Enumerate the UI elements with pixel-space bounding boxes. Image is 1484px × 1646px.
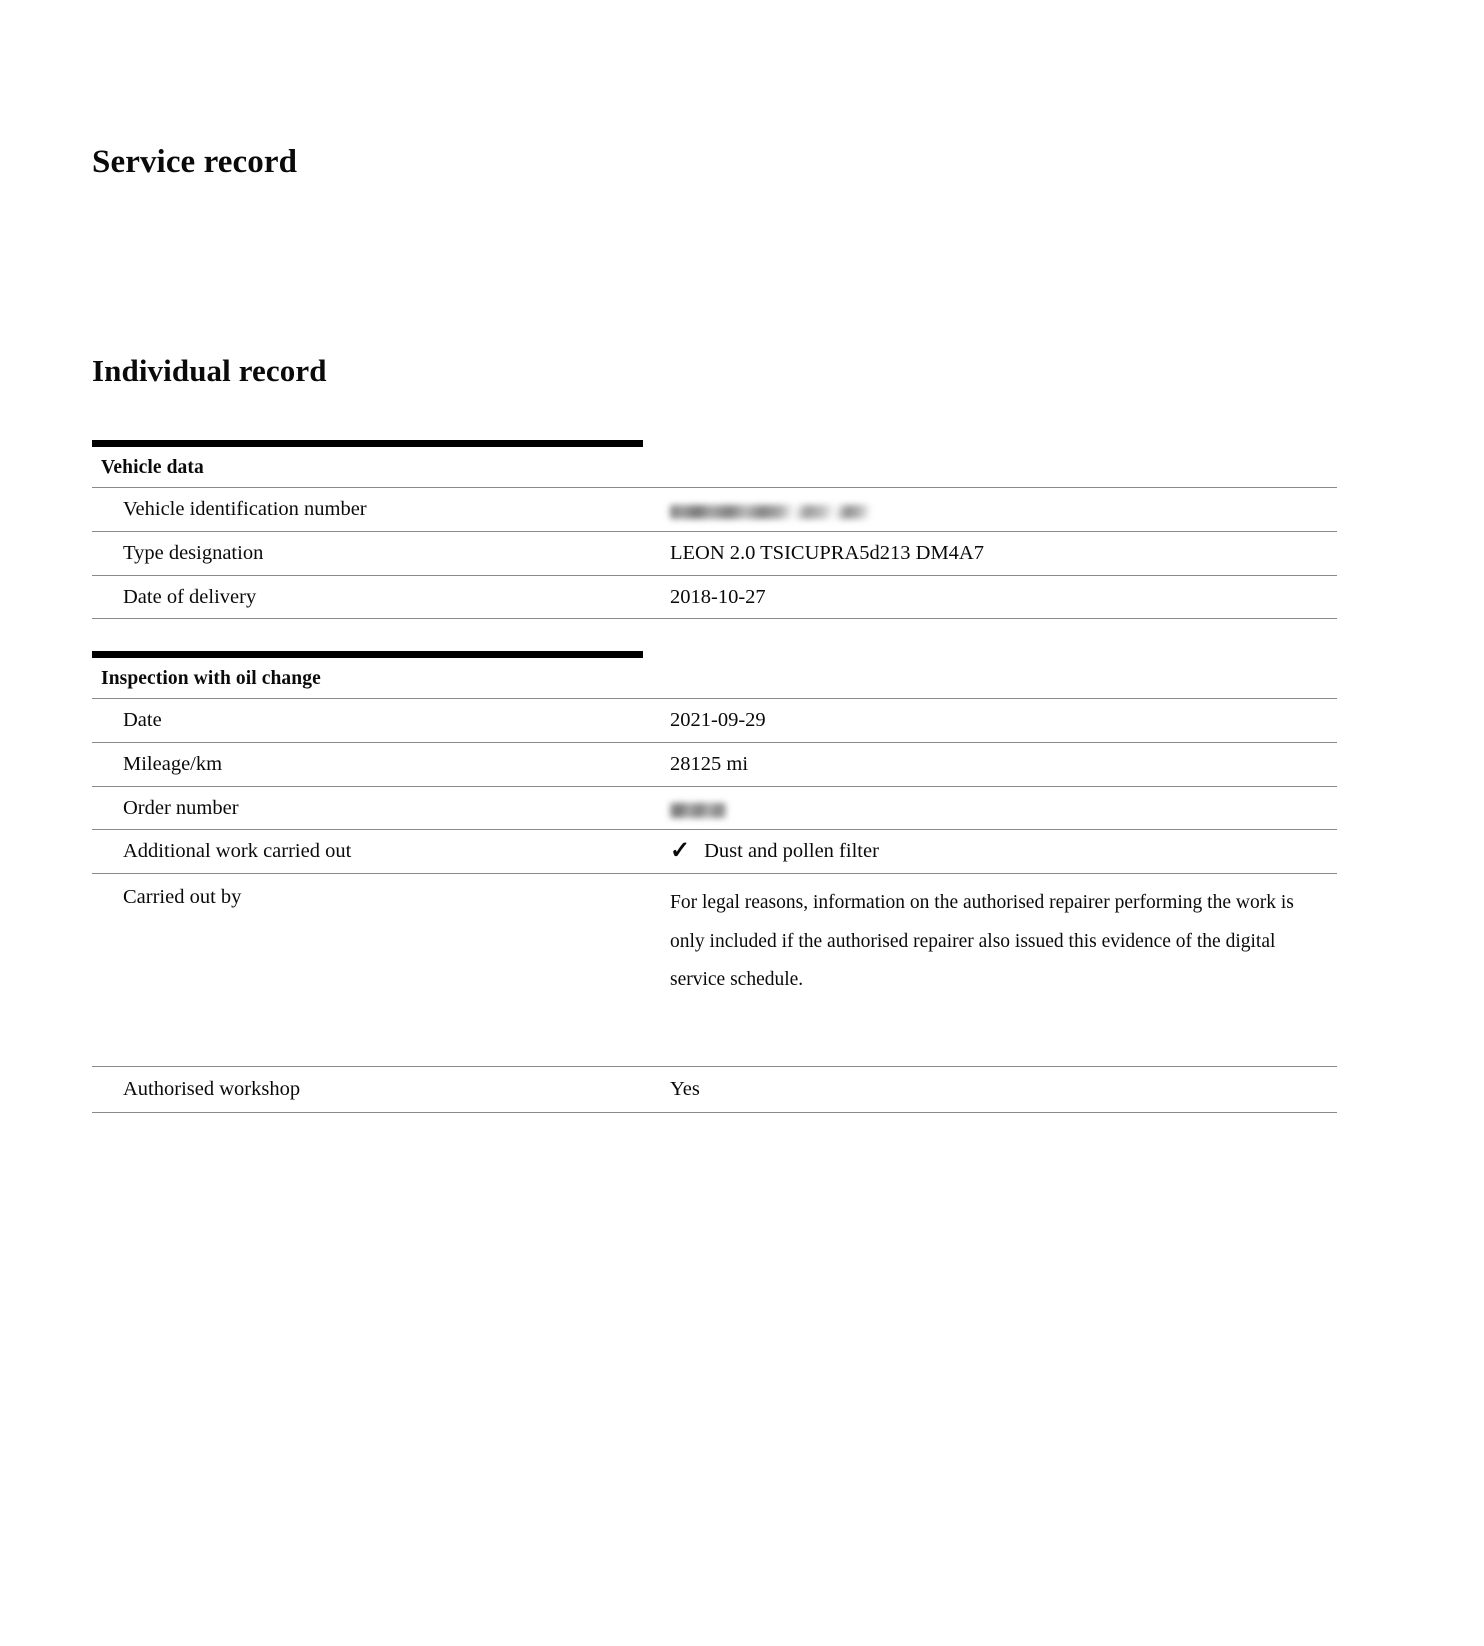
check-icon: ✓ — [670, 838, 691, 865]
section-rule — [92, 440, 643, 447]
page-title: Service record — [92, 144, 298, 181]
table-row — [92, 1067, 1337, 1113]
row-value-additional-work — [670, 830, 1337, 873]
redacted-order-number — [670, 803, 726, 818]
table-row — [92, 830, 1337, 874]
table-row — [92, 787, 1337, 831]
row-value-vin — [670, 488, 1337, 531]
legal-notice-text: For legal reasons, information on the authorised repairer performing the work is only included if the authorised repairer also issued this evidence of the digital service schedule. — [670, 891, 1294, 991]
row-value-carried-out-by — [670, 874, 1337, 1008]
vehicle-data-table — [92, 440, 1337, 619]
row-label-date: Date — [123, 709, 162, 732]
additional-work-text: Dust and pollen filter — [704, 840, 879, 863]
row-label-mileage: Mileage/km — [123, 753, 223, 776]
inspection-heading: Inspection with oil change — [92, 658, 1337, 699]
row-label-date-of-delivery: Date of delivery — [123, 585, 257, 608]
row-label-additional-work: Additional work carried out — [123, 840, 352, 863]
vehicle-data-heading: Vehicle data — [92, 447, 1337, 488]
row-label-carried-out-by: Carried out by — [123, 885, 242, 908]
row-label-order-number: Order number — [123, 796, 239, 819]
table-row — [92, 532, 1337, 576]
row-value-mileage: 28125 mi — [670, 753, 749, 776]
row-value-authorised-workshop: Yes — [670, 1077, 700, 1100]
inspection-table — [92, 651, 1337, 1113]
section-title-individual-record: Individual record — [92, 352, 327, 388]
row-label-vin: Vehicle identification number — [123, 498, 367, 521]
table-row — [92, 743, 1337, 787]
section-rule — [92, 651, 643, 658]
row-value-date-of-delivery: 2018-10-27 — [670, 585, 766, 608]
row-label-type-designation: Type designation — [123, 542, 264, 565]
table-row — [92, 488, 1337, 532]
row-value-date: 2021-09-29 — [670, 709, 766, 732]
table-row — [92, 576, 1337, 620]
row-label-authorised-workshop: Authorised workshop — [123, 1077, 301, 1100]
table-row — [92, 699, 1337, 743]
redacted-vin — [670, 505, 870, 519]
row-value-order-number — [670, 787, 1337, 830]
table-row — [92, 874, 1337, 1067]
row-value-type-designation: LEON 2.0 TSICUPRA5d213 DM4A7 — [670, 542, 984, 565]
